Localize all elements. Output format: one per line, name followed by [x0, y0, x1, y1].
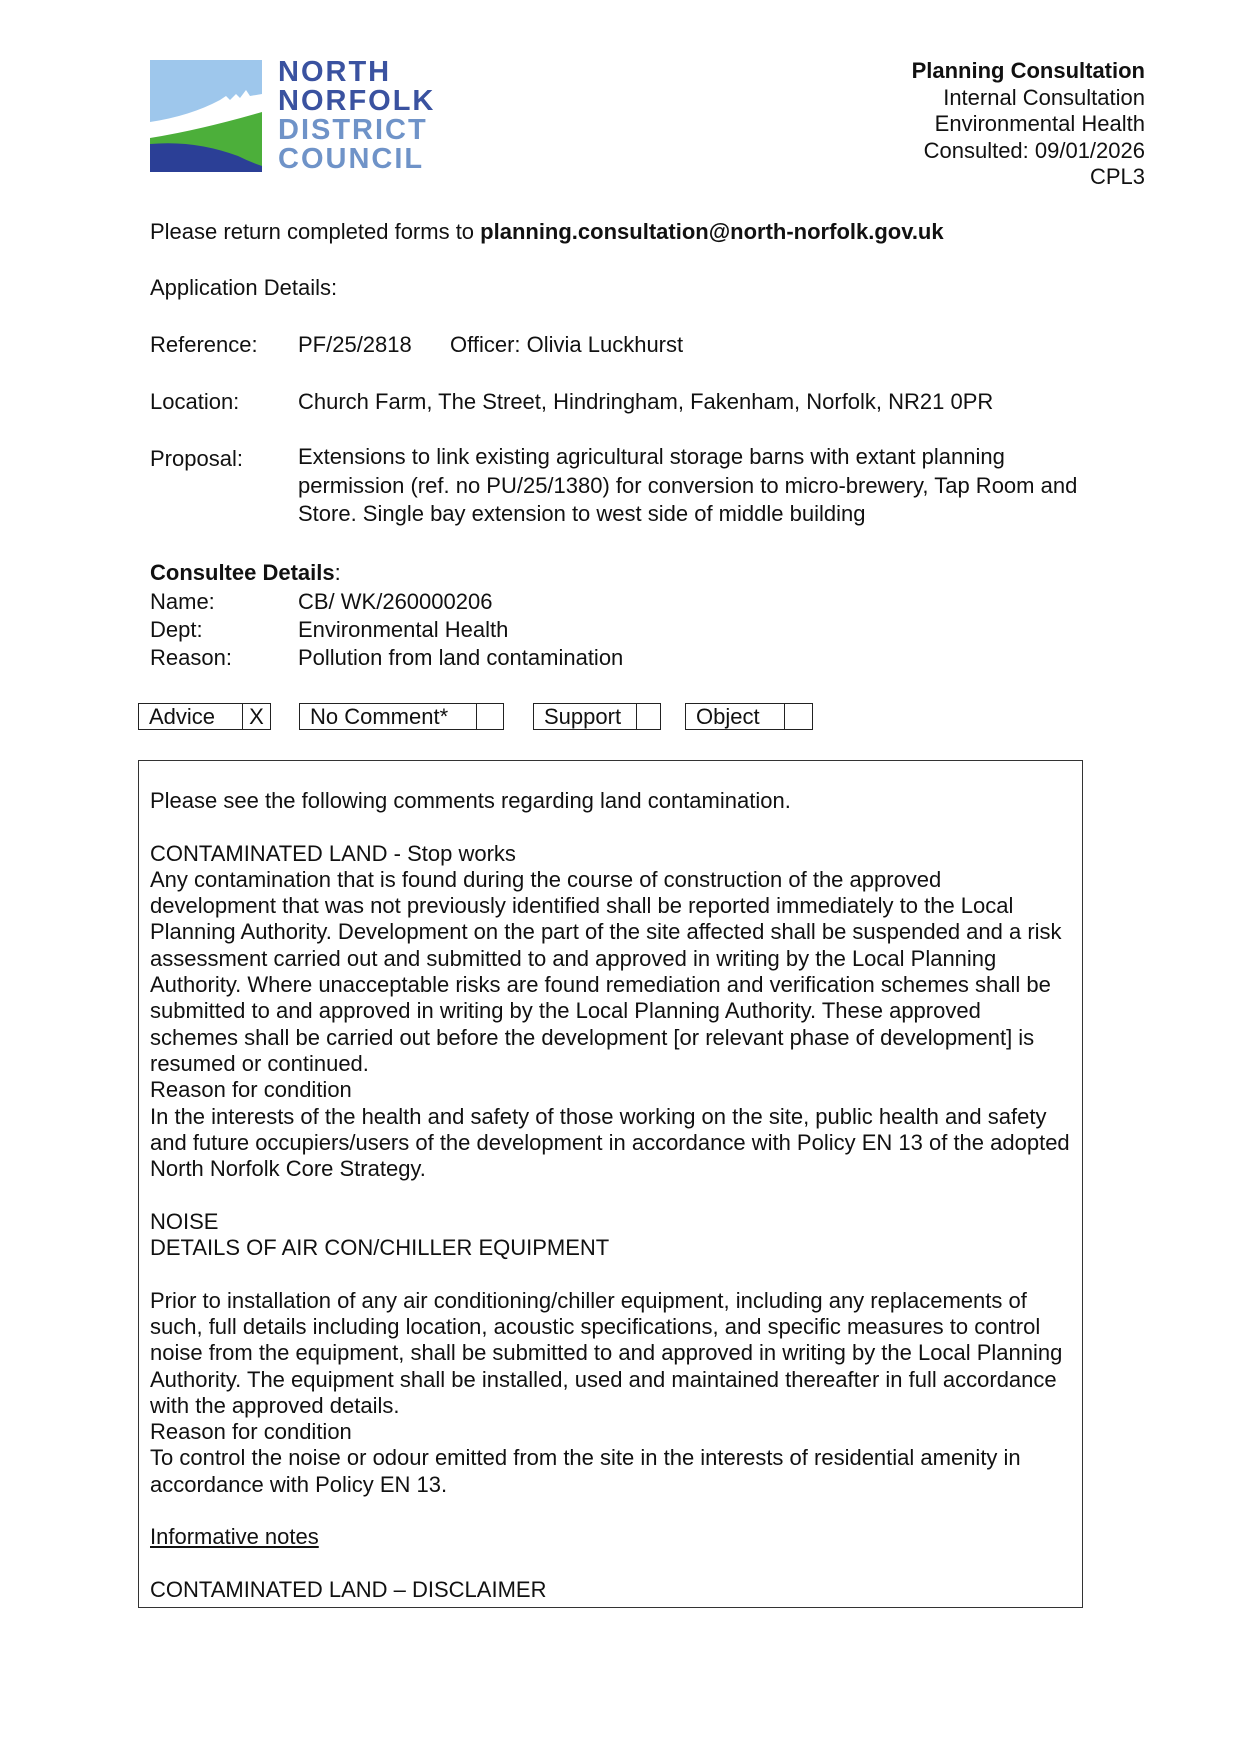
noise-reason-label: Reason for condition — [150, 1419, 352, 1445]
logo-word-north: NORTH — [278, 56, 392, 88]
logo-word-council: COUNCIL — [278, 143, 425, 175]
header-consultation-type: Internal Consultation — [943, 84, 1145, 110]
proposal-label: Proposal: — [150, 446, 243, 471]
header-code: CPL3 — [1089, 164, 1145, 189]
response-object-checkbox[interactable] — [785, 704, 812, 729]
logo-word-norfolk: NORFOLK — [278, 85, 436, 117]
response-advice-checkbox[interactable]: X — [249, 704, 264, 729]
consultee-dept-value: Environmental Health — [298, 617, 509, 642]
council-logo — [150, 58, 450, 176]
response-advice[interactable] — [138, 703, 271, 730]
location-label: Location: — [150, 389, 240, 414]
comments-box — [138, 760, 1083, 1608]
response-support-label: Support — [534, 704, 637, 729]
contaminated-land-condition: Any contamination that is found during the course of construction of the approved development that was not previously identified shall be reported immediately to the Local Planning Authority. Development on the part of the site affected shall be suspended and a risk assessment carried out and submitted to and approved in writing by the Local Planning Authority. Where unacceptable risks are found remediation and verification schemes shall be submitted to and approved in writing by the Local Planning Authority. These approved schemes shall be carried out before the development [or relevant phase of development] is resumed or continued. — [150, 866, 1062, 1076]
contaminated-land-reason: In the interests of the health and safety of those working on the site, public health and safety and future occupiers/users of the development in accordance with Policy EN 13 of the adopted North Norfolk Core Strategy. — [150, 1103, 1070, 1182]
return-email-link[interactable]: planning.consultation@north-norfolk.gov.uk — [480, 219, 944, 244]
return-prefix: Please return completed forms to — [150, 219, 481, 244]
header-department: Environmental Health — [934, 111, 1145, 136]
consultee-heading — [150, 560, 341, 586]
reference-label: Reference: — [150, 332, 258, 357]
response-object[interactable] — [685, 703, 813, 730]
header-consulted-date: Consulted: 09/01/2026 — [923, 137, 1145, 163]
location-value: Church Farm, The Street, Hindringham, Fakenham, Norfolk, NR21 0PR — [298, 389, 994, 414]
header-title: Planning Consultation — [911, 58, 1145, 83]
consultee-name-label: Name: — [150, 589, 215, 614]
comments-body — [150, 788, 1070, 1603]
response-no-comment-checkbox[interactable] — [477, 704, 503, 729]
comment-intro: Please see the following comments regarding land contamination. — [150, 788, 791, 813]
response-no-comment-label: No Comment* — [300, 704, 477, 729]
noise-reason: To control the noise or odour emitted from the site in the interests of residential amenity in accordance with Policy EN 13. — [150, 1445, 1021, 1497]
contaminated-land-heading: CONTAMINATED LAND - Stop works — [150, 840, 516, 866]
council-logo-mark — [150, 60, 262, 172]
response-advice-label: Advice — [139, 704, 243, 729]
consultee-reason-label: Reason: — [150, 645, 232, 670]
consultee-heading-colon: : — [334, 560, 341, 585]
consultee-dept-label: Dept: — [150, 617, 203, 642]
noise-subheading: DETAILS OF AIR CON/CHILLER EQUIPMENT — [150, 1235, 610, 1261]
officer-value: Officer: Olivia Luckhurst — [450, 332, 684, 357]
logo-word-district: DISTRICT — [278, 114, 428, 146]
return-instruction — [150, 219, 944, 245]
response-support[interactable] — [533, 703, 661, 730]
noise-heading: NOISE — [150, 1208, 219, 1234]
document-header — [912, 58, 1145, 191]
noise-condition: Prior to installation of any air conditioning/chiller equipment, including any replacements of such, full details including location, acoustic specifications, and specific measures to control noise from the equipment, shall be submitted to and approved in writing by the Local Planning Authority. The equipment shall be installed, used and maintained thereafter in full accordance with the approved details. — [150, 1287, 1063, 1418]
consultee-reason-value: Pollution from land contamination — [298, 645, 624, 670]
consultee-heading-text: Consultee Details — [150, 560, 335, 585]
response-support-checkbox[interactable] — [637, 704, 660, 729]
contaminated-land-reason-label: Reason for condition — [150, 1077, 352, 1103]
reference-value: PF/25/2818 — [298, 332, 412, 357]
proposal-value: Extensions to link existing agricultural storage barns with extant planning permission (ref. no PU/25/1380) for conversion to micro-brewery, Tap Room and Store. Single bay extension to west side of middle building — [298, 444, 1078, 526]
disclaimer-heading: CONTAMINATED LAND – DISCLAIMER — [150, 1576, 547, 1602]
application-heading: Application Details: — [150, 275, 338, 300]
informative-notes-heading: Informative notes — [150, 1524, 319, 1550]
response-no-comment[interactable] — [299, 703, 504, 730]
response-object-label: Object — [686, 704, 785, 729]
consultee-name-value: CB/ WK/260000206 — [298, 589, 493, 614]
